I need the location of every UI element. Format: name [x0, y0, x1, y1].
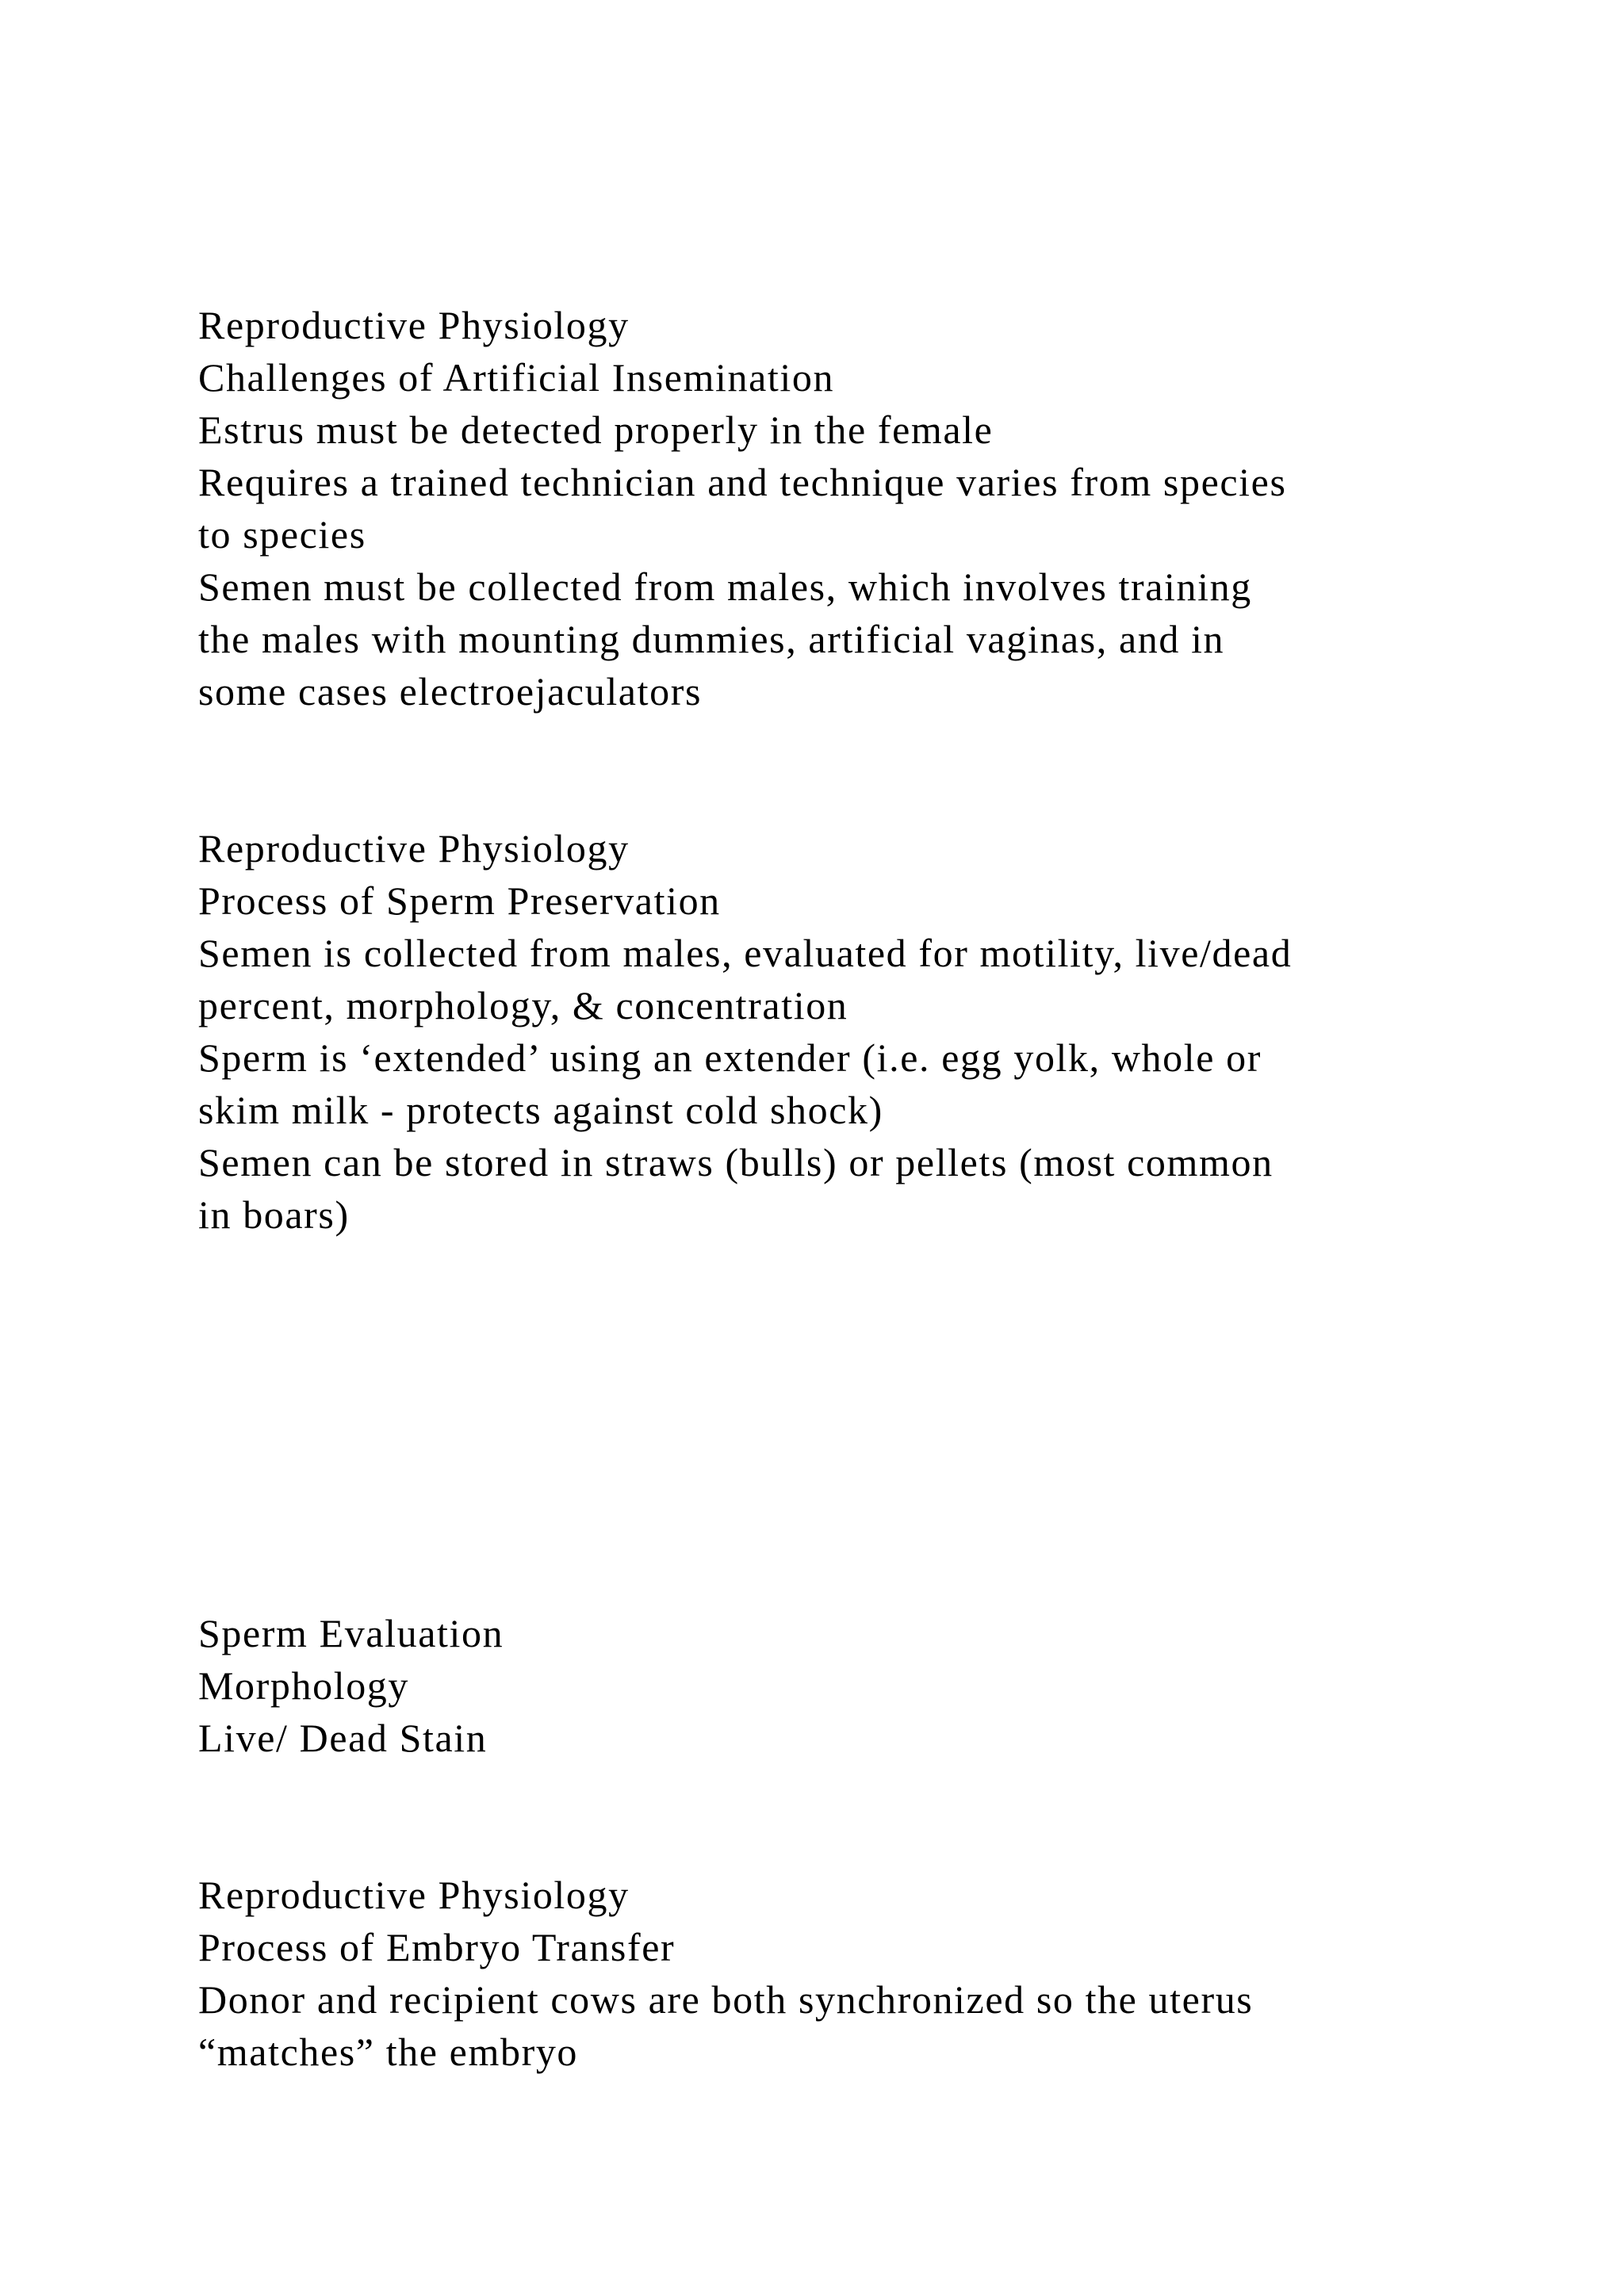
section-subheading: Process of Sperm Preservation — [198, 878, 721, 923]
body-text-line: Semen is collected from males, evaluated for motility, live/dead — [198, 931, 1293, 975]
section-artificial-insemination — [198, 299, 1467, 718]
body-text-line: Donor and recipient cows are both synchronized so the uterus — [198, 1977, 1254, 2022]
section-heading: Reproductive Physiology — [198, 303, 630, 347]
section-heading: Sperm Evaluation — [198, 1611, 504, 1655]
body-text-line: Requires a trained technician and technique varies from species — [198, 460, 1287, 504]
body-text-line: Estrus must be detected properly in the female — [198, 408, 994, 452]
body-text-line: some cases electroejaculators — [198, 669, 702, 714]
section-heading: Reproductive Physiology — [198, 1873, 630, 1917]
body-text-line: percent, morphology, & concentration — [198, 983, 848, 1027]
body-text-line: skim milk - protects against cold shock) — [198, 1088, 883, 1132]
section-heading: Reproductive Physiology — [198, 826, 630, 871]
body-text-line: Semen can be stored in straws (bulls) or pellets (most common — [198, 1140, 1274, 1184]
body-text-line: Sperm is ‘extended’ using an extender (i.e. egg yolk, whole or — [198, 1035, 1262, 1080]
body-text-line: in boars) — [198, 1192, 350, 1237]
body-text-line: Live/ Dead Stain — [198, 1716, 488, 1760]
section-sperm-preservation — [198, 822, 1467, 1241]
body-text-line: the males with mounting dummies, artificial vaginas, and in — [198, 617, 1225, 661]
section-subheading: Process of Embryo Transfer — [198, 1925, 676, 1969]
body-text-line: to species — [198, 512, 366, 557]
section-embryo-transfer — [198, 1869, 1467, 2078]
body-text-line: “matches” the embryo — [198, 2030, 579, 2074]
body-text-line: Semen must be collected from males, which involves training — [198, 564, 1252, 609]
body-text-line: Morphology — [198, 1663, 409, 1708]
section-sperm-evaluation — [198, 1607, 1467, 1764]
section-subheading: Challenges of Artificial Insemination — [198, 355, 835, 400]
